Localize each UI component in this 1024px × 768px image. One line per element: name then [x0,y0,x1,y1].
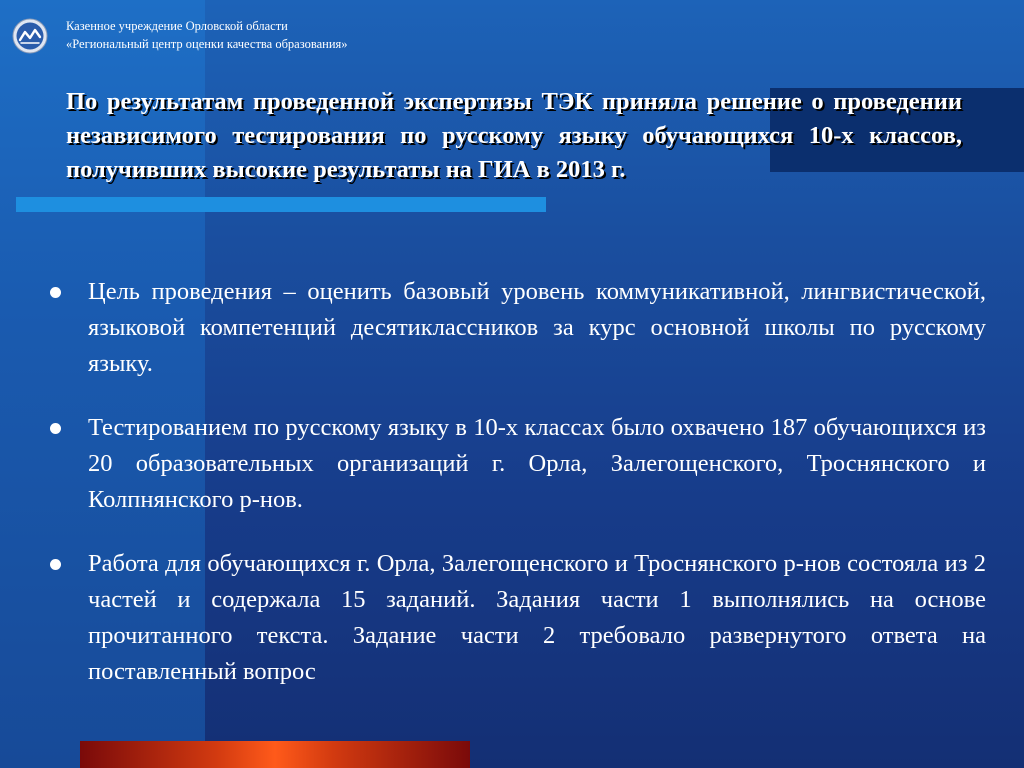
slide-headline: По результатам проведенной экспертизы ТЭК приняла решение о проведении независимого тестирования по русскому языку обучающихся 10-х классов, получивших высокие результаты на ГИА в 2013 г. [66,88,962,183]
accent-stripe [16,197,546,212]
bullet-dot-icon [50,559,61,570]
org-name-line1: Казенное учреждение Орловской области [66,19,288,33]
bullet-dot-icon [50,287,61,298]
bullet-list [48,274,986,718]
org-logo-icon [12,18,48,54]
bullet-dot-icon [50,423,61,434]
bullet-item [48,274,986,382]
bullet-text: Цель проведения – оценить базовый уровень коммуникативной, лингвистической, языковой компетенций десятиклассников за курс основной школы по русскому языку. [88,278,986,377]
bullet-item [48,410,986,518]
organization-name [66,17,348,53]
bottom-accent-bar [80,741,470,768]
bullet-text: Тестированием по русскому языку в 10-х классах было охвачено 187 обучающихся из 20 образовательных организаций г. Орла, Залегощенского, Троснянского и Колпнянского р-нов. [88,414,986,513]
bullet-item [48,546,986,690]
bullet-text: Работа для обучающихся г. Орла, Залегощенского и Троснянского р-нов состояла из 2 частей и содержала 15 заданий. Задания части 1 выполнялись на основе прочитанного текста. Задание части 2 требовало развернутого ответа на поставленный вопрос [88,550,986,685]
org-name-line2: «Региональный центр оценки качества образования» [66,37,348,51]
